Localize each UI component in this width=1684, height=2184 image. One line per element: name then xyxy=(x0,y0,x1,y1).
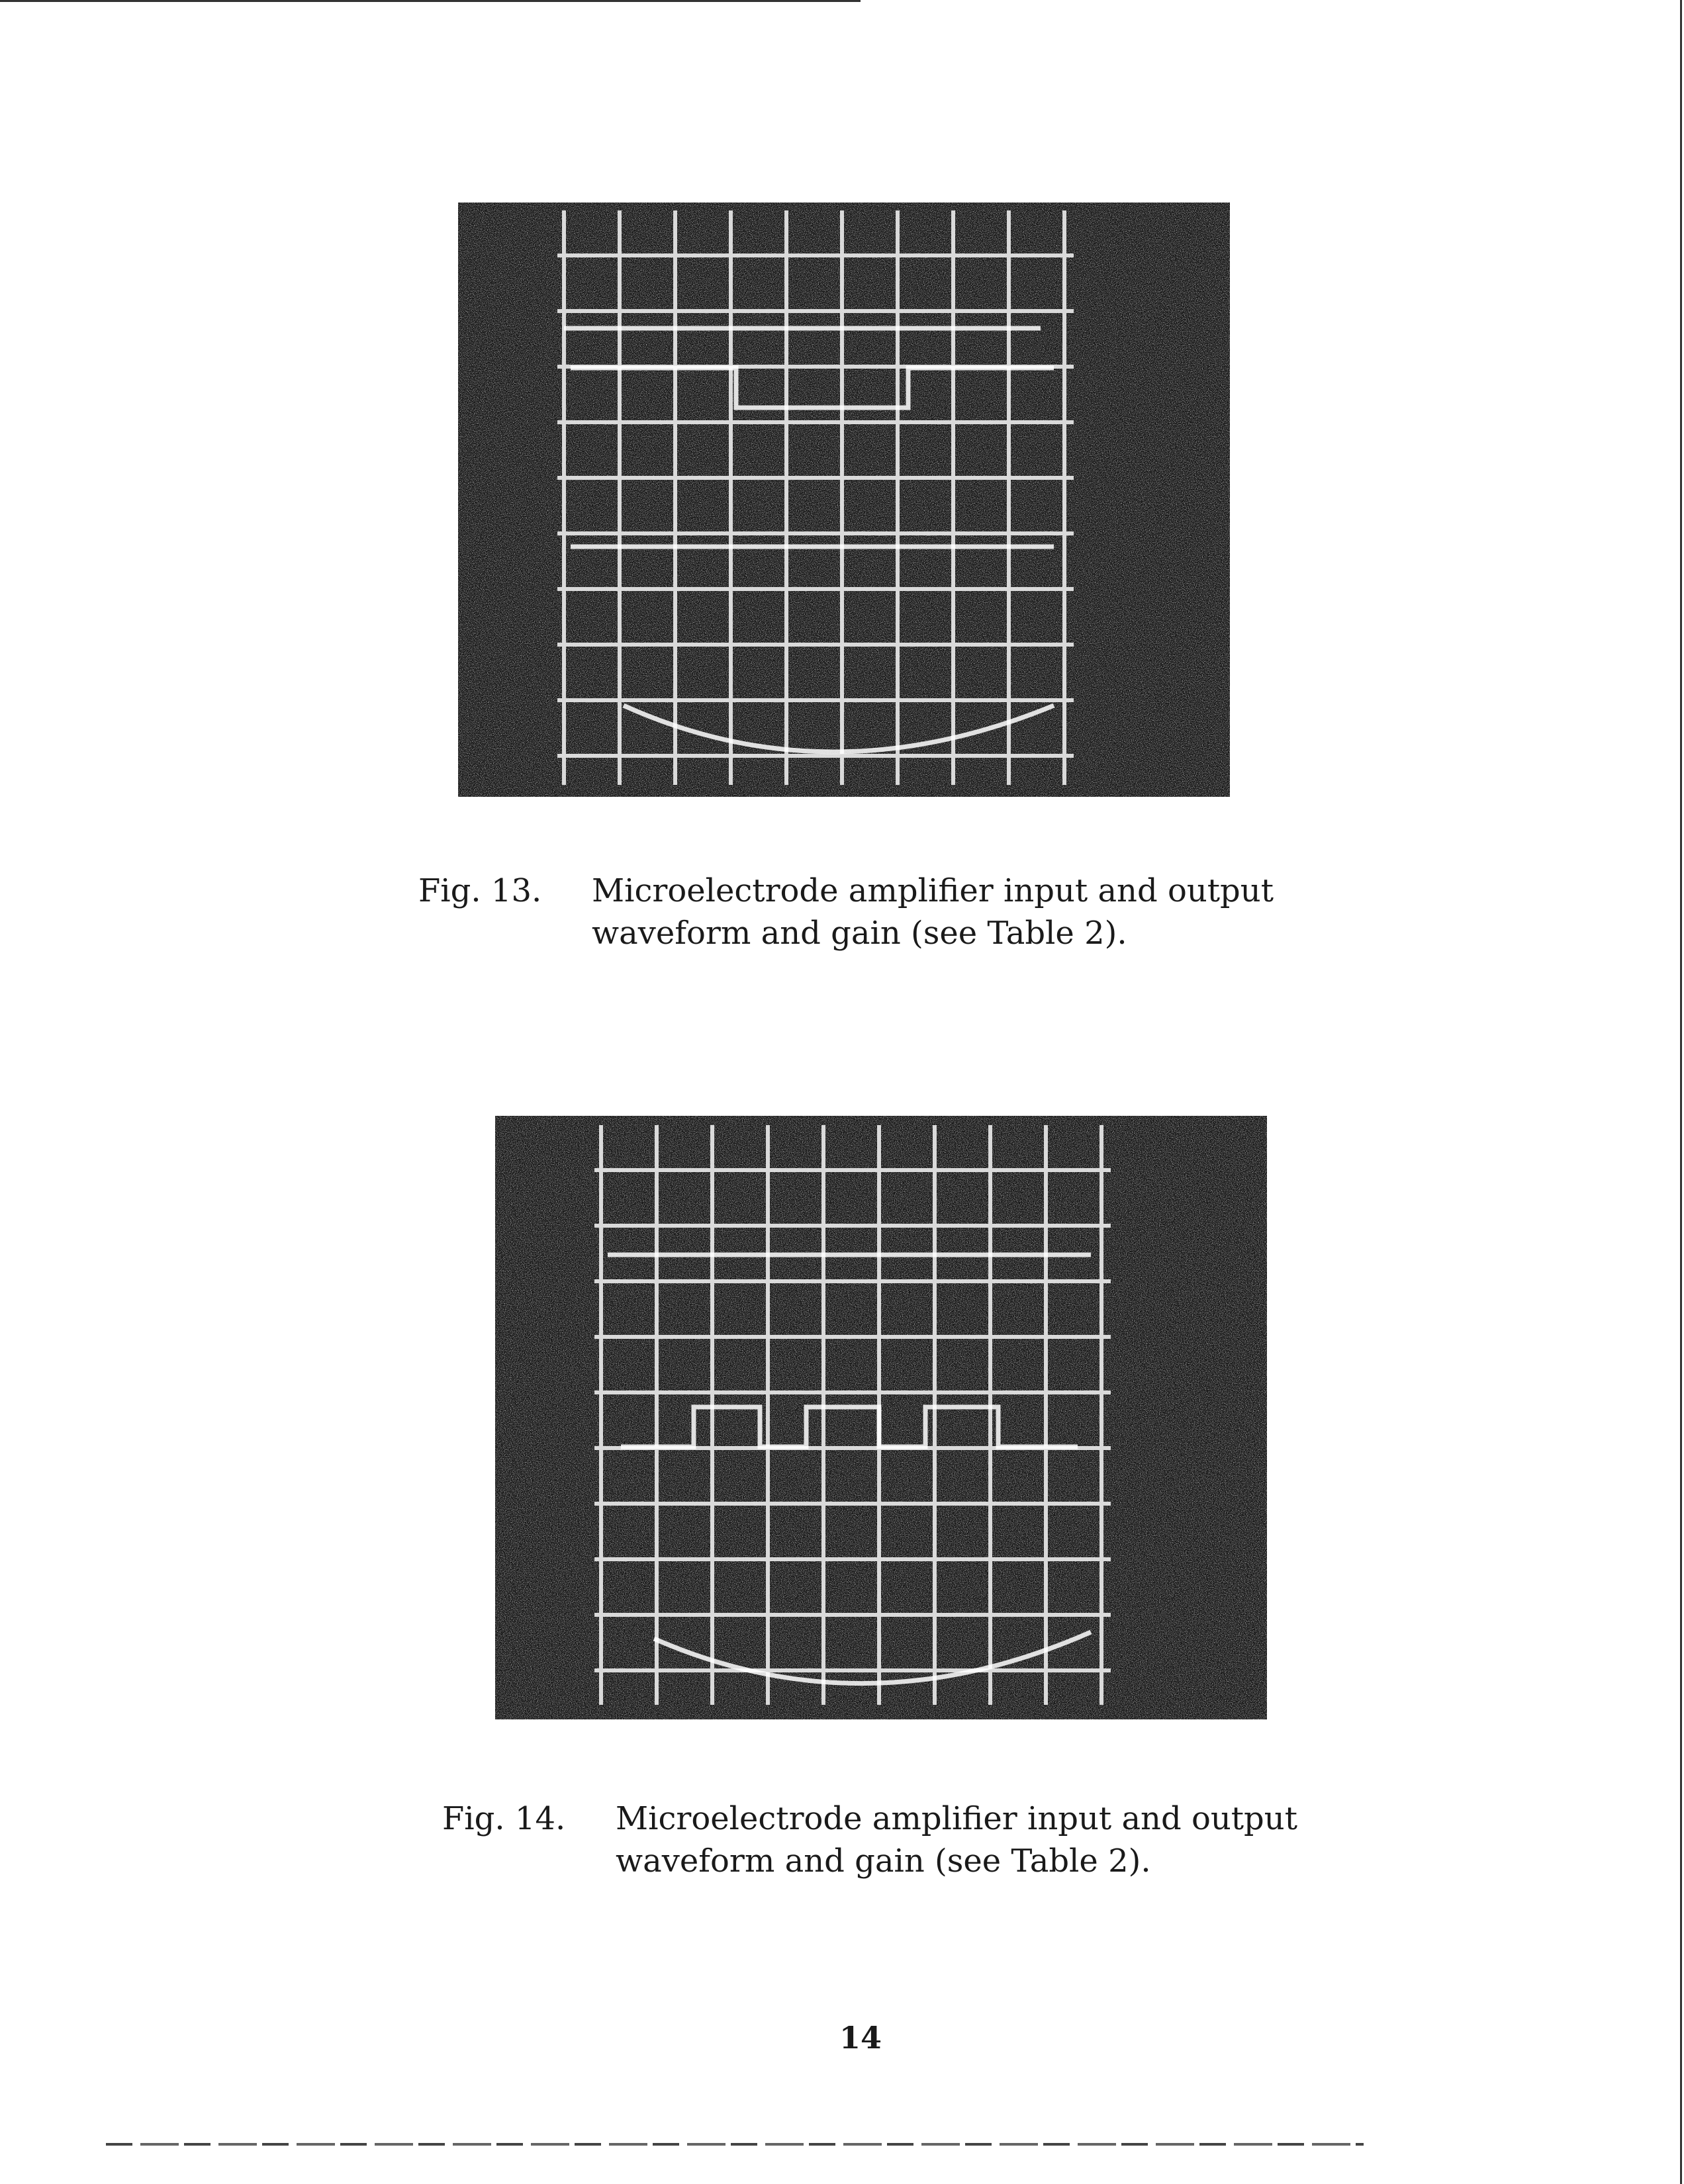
page-number: 14 xyxy=(839,2020,882,2056)
fig14-caption-line1: Microelectrode amplifier input and output xyxy=(616,1800,1297,1837)
scan-edge-right xyxy=(1680,0,1682,2184)
fig14-caption-line2: waveform and gain (see Table 2). xyxy=(616,1843,1151,1880)
fig13-label: Fig. 13. xyxy=(418,872,542,909)
fig14-graticule xyxy=(495,1116,1267,1719)
fig14-caption xyxy=(442,1797,1357,1882)
fig13-caption xyxy=(418,870,1333,954)
fig13-caption-text xyxy=(592,870,1333,954)
fig13-oscilloscope-photo xyxy=(458,203,1230,797)
fig14-label: Fig. 14. xyxy=(442,1800,566,1837)
fig13-caption-line1: Microelectrode amplifier input and output xyxy=(592,872,1274,909)
fig14-caption-text xyxy=(616,1797,1357,1882)
fig13-graticule xyxy=(458,203,1230,797)
scan-edge-bottom xyxy=(106,2143,1364,2146)
scan-edge-top xyxy=(0,0,861,2)
fig14-oscilloscope-photo xyxy=(495,1116,1267,1719)
fig13-caption-line2: waveform and gain (see Table 2). xyxy=(592,915,1127,952)
